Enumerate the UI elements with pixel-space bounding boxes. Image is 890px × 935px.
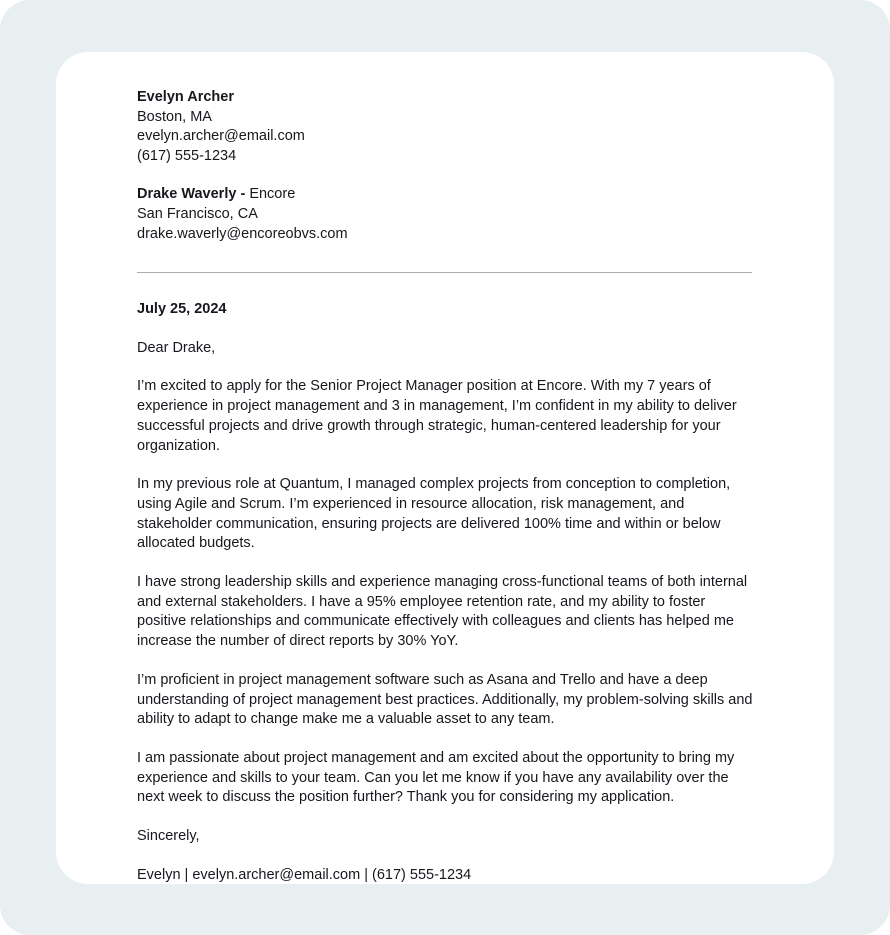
recipient-address-block (137, 185, 753, 244)
letter-card (56, 52, 834, 884)
body-paragraph: I have strong leadership skills and experience managing cross-functional teams of both internal and external stakeholders. I have a 95% employee retention rate, and my ability to foster positive relationships and communicate effectively with colleagues and clients has helped me increase the number of direct reports by 30% YoY. (137, 574, 748, 650)
sender-name: Evelyn Archer (137, 89, 234, 105)
letter-content (137, 88, 753, 886)
sender-address-block (137, 88, 753, 166)
sender-email: evelyn.archer@email.com (137, 128, 305, 145)
recipient-name: Drake Waverly - (137, 186, 250, 203)
recipient-company: Encore (249, 186, 296, 203)
body-paragraph: I’m proficient in project management software such as Asana and Trello and have a deep understanding of project management best practices. Additionally, my problem-solving skills and ability to adapt to change make me a valuable asset to any team. (137, 671, 753, 728)
body-paragraph: I’m excited to apply for the Senior Project Manager position at Encore. With my 7 years of experience in project management and 3 in management, I’m confident in my ability to deliver successful projects and drive growth through strategic, human-centered leadership for your organization. (137, 378, 737, 454)
recipient-name-line (137, 185, 753, 205)
recipient-email: drake.waverly@encoreobvs.com (137, 225, 348, 242)
signature-line: Evelyn | evelyn.archer@email.com | (617) 555-1234 (137, 866, 472, 883)
closing-line: Sincerely, (137, 828, 200, 845)
letter-date: July 25, 2024 (137, 301, 227, 318)
recipient-location: San Francisco, CA (137, 205, 258, 222)
header-divider (137, 272, 752, 273)
salutation: Dear Drake, (137, 339, 216, 356)
sender-location: Boston, MA (137, 108, 212, 125)
body-paragraph: I am passionate about project management and am excited about the opportunity to bring my experience and skills to your team. Can you let me know if you have any availability over the next week to discuss the position further? Thank you for considering my application. (137, 750, 735, 806)
body-paragraph: In my previous role at Quantum, I managed complex projects from conception to completion, using Agile and Scrum. I’m experienced in resource allocation, risk management, and stakeholder communication, ensuring projects are delivered 100% time and within or below allocated budgets. (137, 476, 731, 552)
sender-phone: (617) 555-1234 (137, 147, 237, 164)
